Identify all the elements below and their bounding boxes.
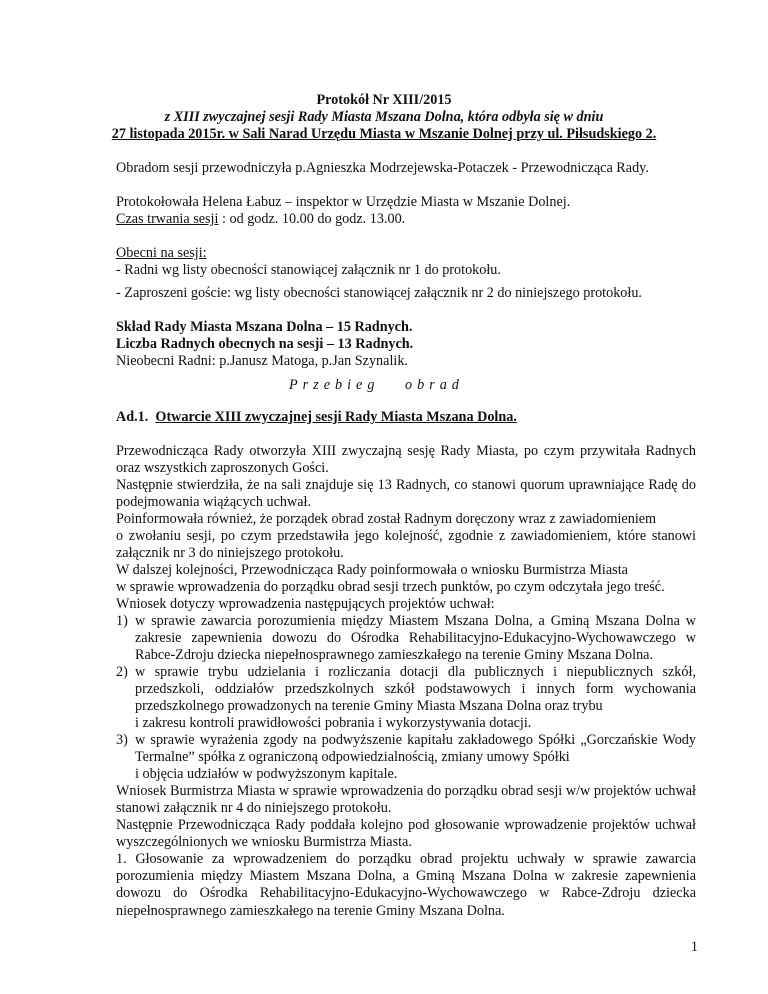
proceedings-heading-word: Przebieg: [289, 377, 380, 393]
body-paragraph: Wniosek Burmistrza Miasta w sprawie wprowadzenia do porządku obrad sesji w/w projektów uchwał stanowi załącznik nr 4 do niniejszego protokołu.: [116, 783, 696, 817]
present-item: - Zaproszeni goście: wg listy obecności stanowiącej załącznik nr 2 do niniejszego protokołu.: [116, 285, 642, 301]
agenda-item-heading: [116, 409, 696, 426]
duration-value: : od godz. 10.00 do godz. 13.00.: [218, 211, 406, 227]
document-subtitle: z XIII zwyczajnej sesji Rady Miasta Mszana Dolna, która odbyła się w dniu: [164, 109, 604, 125]
present-label: Obecni na sesji:: [116, 245, 207, 261]
body-paragraph-line: W dalszej kolejności, Przewodnicząca Rady poinformowała o wniosku Burmistrza Miasta: [116, 562, 628, 578]
list-item-text: w sprawie zawarcia porozumienia między Miastem Mszana Dolna, a Gminą Mszana Dolna w zakresie zapewnienia dowozu do Ośrodka Rehabilitacyjno-Edukacyjno-Wychowawczego w Rabce-Zdroju dziecka niepełnosprawnego zamieszkałego na terenie Gminy Mszana Dolna.: [135, 613, 696, 664]
page-number: 1: [690, 939, 698, 955]
list-item-number: 2): [116, 664, 128, 680]
minutes-taker-line: Protokołowała Helena Łabuz – inspektor w Urzędzie Miasta w Mszanie Dolnej.: [116, 194, 571, 210]
body-paragraph: o zwołaniu sesji, po czym przedstawiła jego kolejność, zgodnie z zawiadomieniem, które stanowi załącznik nr 3 do niniejszego protokołu.: [116, 528, 696, 562]
body-paragraph: 1. Głosowanie za wprowadzeniem do porządku obrad projektu uchwały w sprawie zawarcia porozumienia między Miastem Mszana Dolna, a Gminą Mszana Dolna w zakresie zapewnienia dowozu do Ośrodka Rehabilitacyjno-Edukacyjno-Wychowawczego w Rabce-Zdroju dziecka niepełnosprawnego zamieszkałego na terenie Gminy Mszana Dolna.: [116, 851, 696, 919]
duration-line: [116, 211, 696, 228]
body-paragraph: Następnie Przewodnicząca Rady poddała kolejno pod głosowanie wprowadzenie projektów uchwał wyszczególnionych we wniosku Burmistrza Miasta.: [116, 817, 696, 851]
body-paragraph: Przewodnicząca Rady otworzyła XIII zwyczajną sesję Rady Miasta, po czym przywitała Radnych oraz wszystkich zaproszonych Gości.: [116, 443, 696, 477]
document-title: Protokół Nr XIII/2015: [316, 92, 452, 108]
list-item-text-last: i objęcia udziałów w podwyższonym kapitale.: [135, 766, 398, 782]
council-absent: Nieobecni Radni: p.Janusz Matoga, p.Jan Szynalik.: [116, 353, 408, 369]
body-paragraph: w sprawie wprowadzenia do porządku obrad sesji trzech punktów, po czym odczytała jego treść.: [116, 579, 665, 595]
chair-line: Obradom sesji przewodniczyła p.Agnieszka Modrzejewska-Potaczek - Przewodnicząca Rady.: [116, 160, 649, 176]
list-item-number: 3): [116, 732, 128, 748]
body-paragraph-line: Poinformowała również, że porządek obrad został Radnym doręczony wraz z zawiadomieniem: [116, 511, 657, 527]
council-composition: Skład Rady Miasta Mszana Dolna – 15 Radnych.: [116, 319, 413, 335]
list-item-text: w sprawie wyrażenia zgody na podwyższenie kapitału zakładowego Spółki „Gorczańskie Wody Termalne” spółka z ograniczoną odpowiedzialnością, zmiany umowy Spółki: [135, 732, 696, 766]
body-paragraph: Wniosek dotyczy wprowadzenia następujących projektów uchwał:: [116, 596, 495, 612]
duration-label: Czas trwania sesji: [116, 211, 219, 227]
list-item-number: 1): [116, 613, 128, 629]
council-present-count: Liczba Radnych obecnych na sesji – 13 Radnych.: [116, 336, 414, 352]
present-item: - Radni wg listy obecności stanowiącej załącznik nr 1 do protokołu.: [116, 262, 501, 278]
document-date-place: 27 listopada 2015r. w Sali Narad Urzędu Miasta w Mszanie Dolnej przy ul. Piłsudskiego 2.: [111, 126, 657, 142]
proceedings-heading-word: obrad: [405, 377, 464, 393]
list-item-text: w sprawie trybu udzielania i rozliczania dotacji dla publicznych i niepublicznych szkół, przedszkoli, oddziałów przedszkolnych szkół podstawowych i innych form wychowania przedszkolnego prowadzonych na terenie Gminy Miasta Mszana Dolna oraz trybu: [135, 664, 696, 715]
agenda-item-title: Otwarcie XIII zwyczajnej sesji Rady Miasta Mszana Dolna.: [155, 409, 517, 425]
agenda-item-label: Ad.1.: [116, 409, 149, 425]
body-paragraph: Następnie stwierdziła, że na sali znajduje się 13 Radnych, co stanowi quorum uprawniające Radę do podejmowania wiążących uchwał.: [116, 477, 696, 511]
list-item-text-last: i zakresu kontroli prawidłowości pobrania i wykorzystywania dotacji.: [135, 715, 532, 731]
